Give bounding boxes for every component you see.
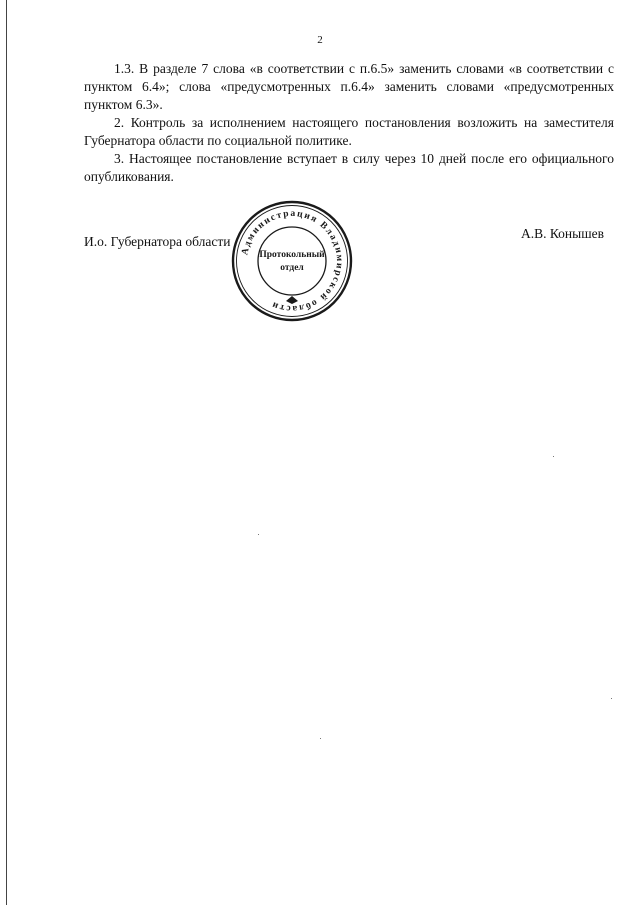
paragraph-1-3: 1.3. В разделе 7 слова «в соответствии с п.6.5» заменить словами «в соответствии с пунктом 6.4»; слова «предусмотренных п.6.4» заменить словами «предусмотренных пунктом 6.3». <box>84 61 614 112</box>
scan-speck <box>258 534 259 535</box>
signatory-name: А.В. Конышев <box>520 226 604 241</box>
seal-ring-text: Администрация Владимирской области <box>240 208 345 314</box>
scan-speck <box>553 456 554 457</box>
official-seal <box>228 197 356 325</box>
scan-speck <box>611 698 612 699</box>
scan-left-edge <box>6 0 7 905</box>
seal-inner-ring <box>258 227 326 295</box>
seal-center-line-1: Протокольный <box>259 250 325 260</box>
signatory-position: И.о. Губернатора области <box>84 234 231 249</box>
paragraph-2: 2. Контроль за исполнением настоящего постановления возложить на заместителя Губернатора области по социальной политике. <box>84 115 614 148</box>
seal-center-line-2: отдел <box>280 263 304 273</box>
document-body <box>84 60 614 186</box>
paragraph-3: 3. Настоящее постановление вступает в силу через 10 дней после его официального опубликования. <box>84 151 614 184</box>
page-number: 2 <box>317 34 323 46</box>
scan-speck <box>320 738 321 739</box>
